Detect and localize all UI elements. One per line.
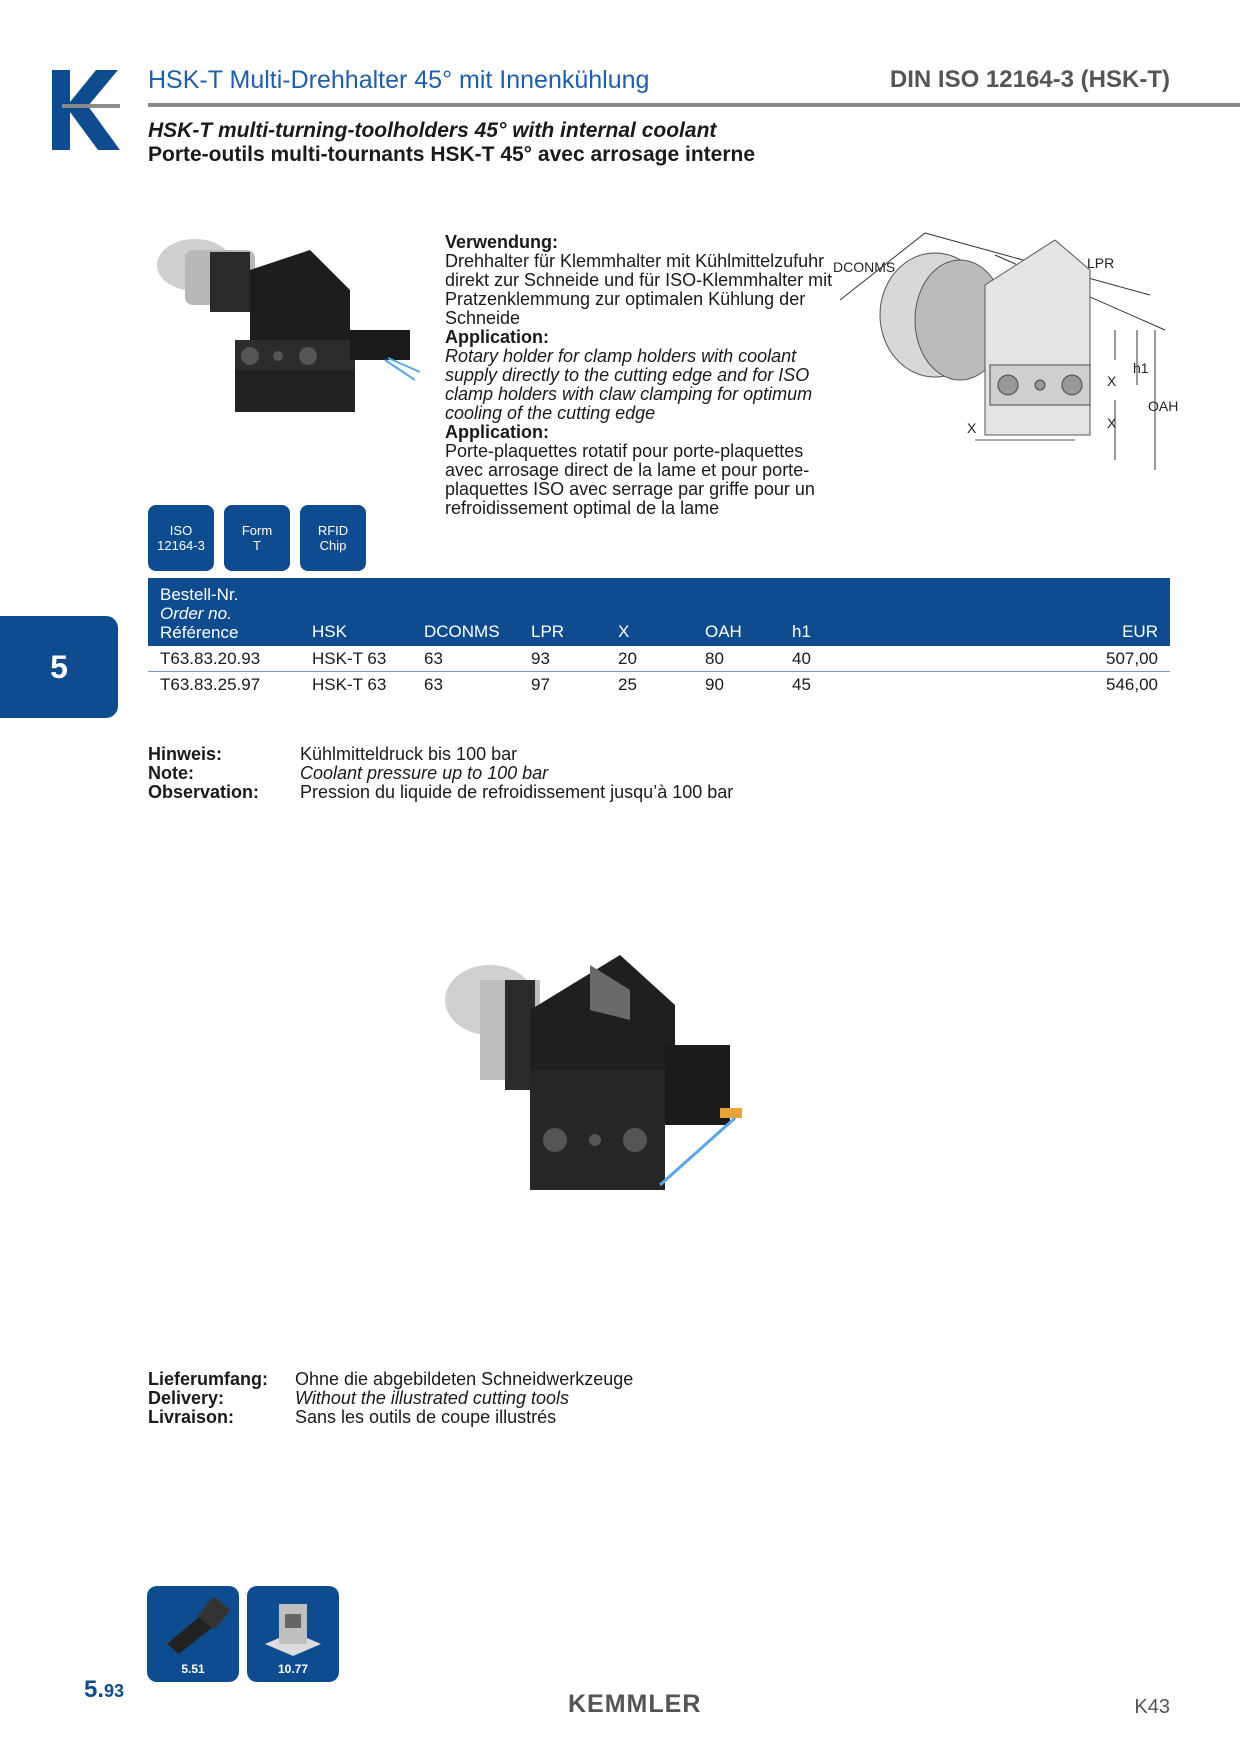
note-fr-text: Pression du liquide de refroidissement jusqu’à 100 bar [300, 782, 734, 802]
note-en-label: Note: [148, 763, 194, 783]
subtitle-fr: Porte-outils multi-tournants HSK-T 45° avec arrosage interne [148, 143, 756, 166]
standard-label: DIN ISO 12164-3 (HSK-T) [889, 66, 1170, 93]
note-fr-label: Observation: [148, 782, 260, 802]
cell-x: 20 [606, 646, 693, 672]
delivery-fr-label: Livraison: [148, 1407, 235, 1427]
subtitle-en: HSK-T multi-turning-toolholders 45° with internal coolant [148, 119, 717, 142]
delivery-en-label: Delivery: [148, 1388, 225, 1408]
catalog-code: K43 [1134, 1696, 1170, 1718]
cell-order: T63.83.25.97 [160, 675, 261, 694]
kemmler-logo [52, 70, 120, 150]
col-order: Bestell-Nr. Order no. Référence [148, 578, 300, 646]
page-number: 5.93 [84, 1676, 125, 1703]
description-en-label: Application: [445, 327, 549, 347]
cell-x: 25 [618, 675, 637, 694]
cell-h1: 40 [780, 646, 1042, 672]
cell-h1: 45 [792, 675, 811, 694]
collet-adapter-icon [147, 1592, 239, 1662]
delivery-block [148, 1370, 633, 1427]
label-x-3: X [967, 420, 977, 436]
clamping-station-icon [247, 1592, 339, 1662]
table-row[interactable] [148, 646, 1170, 672]
description-en-text: Rotary holder for clamp holders with coolant supply directly to the cutting edge and for ISO clamp holders with claw clamping for optimum cooling of the cutting edge [445, 346, 813, 423]
product-table [148, 578, 1170, 697]
cell-oah: 90 [705, 675, 724, 694]
col-h1: h1 [780, 578, 1042, 646]
cell-oah: 80 [693, 646, 780, 672]
cell-eur: 507,00 [1042, 646, 1170, 672]
table-header-row [148, 578, 1170, 646]
description-fr-text: Porte-plaquettes rotatif pour porte-plaquettes avec arrosage direct de la lame et pour porte-plaquettes ISO avec serrage par griffe pour un refroidissement optimal de la lame [445, 441, 815, 518]
label-lpr: LPR [1087, 255, 1115, 271]
label-h1: h1 [1133, 360, 1149, 376]
note-de-label: Hinweis: [148, 744, 223, 764]
accessory-ref-1: 5.51 [181, 1662, 205, 1676]
accessory-link-5-51[interactable] [147, 1586, 239, 1682]
cell-dconms: 63 [412, 646, 519, 672]
col-dconms: DCONMS [412, 578, 519, 646]
accessory-link-10-77[interactable] [247, 1586, 339, 1682]
accessory-ref-2: 10.77 [277, 1662, 309, 1676]
col-x: X [606, 578, 693, 646]
technical-drawing [815, 225, 1185, 475]
col-oah: OAH [693, 578, 780, 646]
product-image-holder [140, 230, 430, 440]
table-row[interactable] [148, 672, 1170, 698]
product-image-assembly [430, 950, 760, 1220]
label-dconms: DCONMS [833, 259, 896, 275]
delivery-de-text: Ohne die abgebildeten Schneidwerkzeuge [295, 1369, 634, 1389]
description-block [445, 233, 845, 518]
cell-hsk: HSK-T 63 [312, 675, 387, 694]
cell-lpr: 93 [519, 646, 606, 672]
description-fr-label: Application: [445, 422, 549, 442]
col-lpr: LPR [519, 578, 606, 646]
note-block [148, 745, 733, 802]
badge-rfid: RFID Chip [300, 505, 366, 571]
label-x-2: X [1107, 415, 1117, 431]
cell-dconms: 63 [424, 675, 443, 694]
header-rule [148, 103, 1240, 107]
col-eur: EUR [1042, 578, 1170, 646]
label-x-1: X [1107, 373, 1117, 389]
badge-form: Form T [224, 505, 290, 571]
cell-lpr: 97 [531, 675, 550, 694]
cell-hsk: HSK-T 63 [300, 646, 412, 672]
cell-order: T63.83.20.93 [148, 646, 300, 672]
description-de-label: Verwendung: [445, 232, 559, 252]
brand-name: KEMMLER [568, 1690, 702, 1718]
note-de-text: Kühlmitteldruck bis 100 bar [300, 744, 518, 764]
delivery-de-label: Lieferumfang: [148, 1369, 269, 1389]
col-hsk: HSK [300, 578, 412, 646]
delivery-fr-text: Sans les outils de coupe illustrés [295, 1407, 557, 1427]
note-en-text: Coolant pressure up to 100 bar [300, 763, 549, 783]
description-de-text: Drehhalter für Klemmhalter mit Kühlmittelzufuhr direkt zur Schneide und für ISO-Klemmhalter mit Pratzenklemmung zur optimalen Kühlung der Schneide [445, 251, 833, 328]
badge-iso: ISO 12164-3 [148, 505, 214, 571]
label-oah: OAH [1148, 398, 1179, 414]
delivery-en-text: Without the illustrated cutting tools [295, 1388, 569, 1408]
page-title: HSK-T Multi-Drehhalter 45° mit Innenkühlung [148, 66, 650, 94]
section-tab[interactable]: 5 [0, 616, 118, 718]
cell-eur: 546,00 [1106, 675, 1158, 694]
